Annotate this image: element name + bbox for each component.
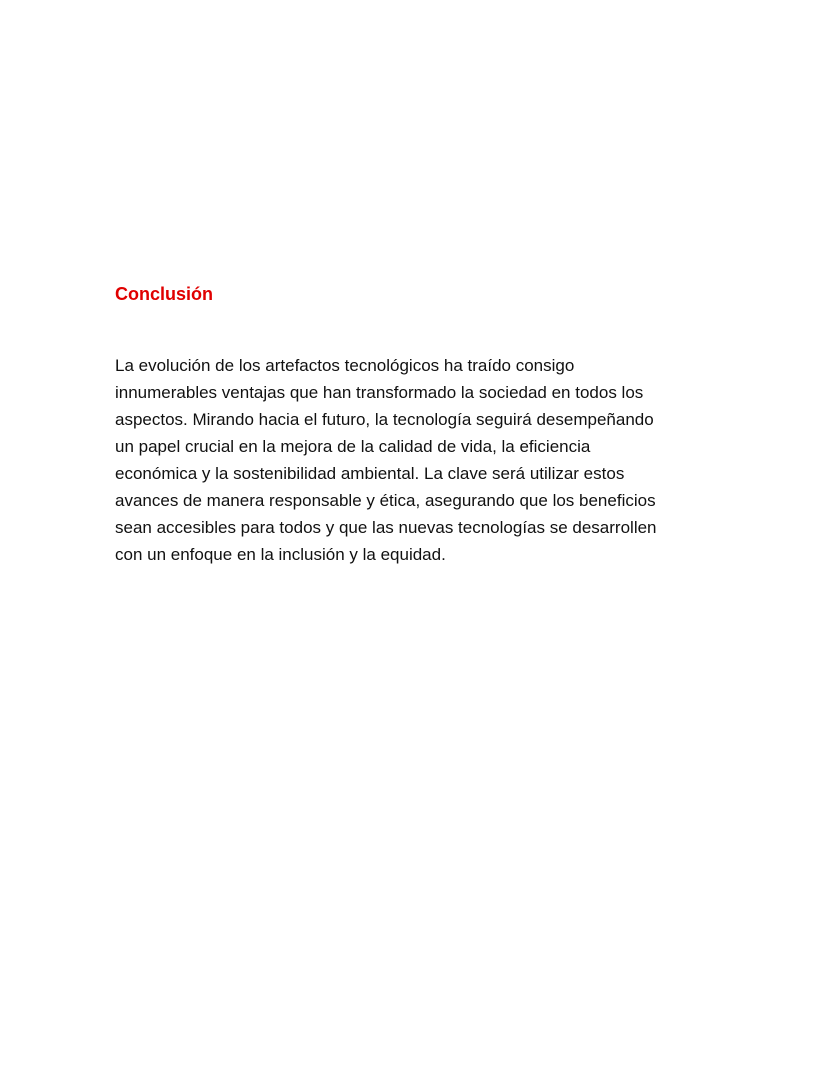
paragraph-line: avances de manera responsable y ética, asegurando que los beneficios xyxy=(115,491,656,510)
paragraph-line: sean accesibles para todos y que las nuevas tecnologías se desarrollen xyxy=(115,518,657,537)
paragraph-line: aspectos. Mirando hacia el futuro, la tecnología seguirá desempeñando xyxy=(115,410,654,429)
paragraph-line: innumerables ventajas que han transformado la sociedad en todos los xyxy=(115,383,644,402)
paragraph-line: un papel crucial en la mejora de la calidad de vida, la eficiencia xyxy=(115,437,591,456)
paragraph-line: con un enfoque en la inclusión y la equidad. xyxy=(115,545,446,564)
paragraph-line: económica y la sostenibilidad ambiental. La clave será utilizar estos xyxy=(115,464,625,483)
conclusion-paragraph xyxy=(115,352,657,568)
section-heading: Conclusión xyxy=(115,284,213,304)
paragraph-line: La evolución de los artefactos tecnológicos ha traído consigo xyxy=(115,356,575,375)
